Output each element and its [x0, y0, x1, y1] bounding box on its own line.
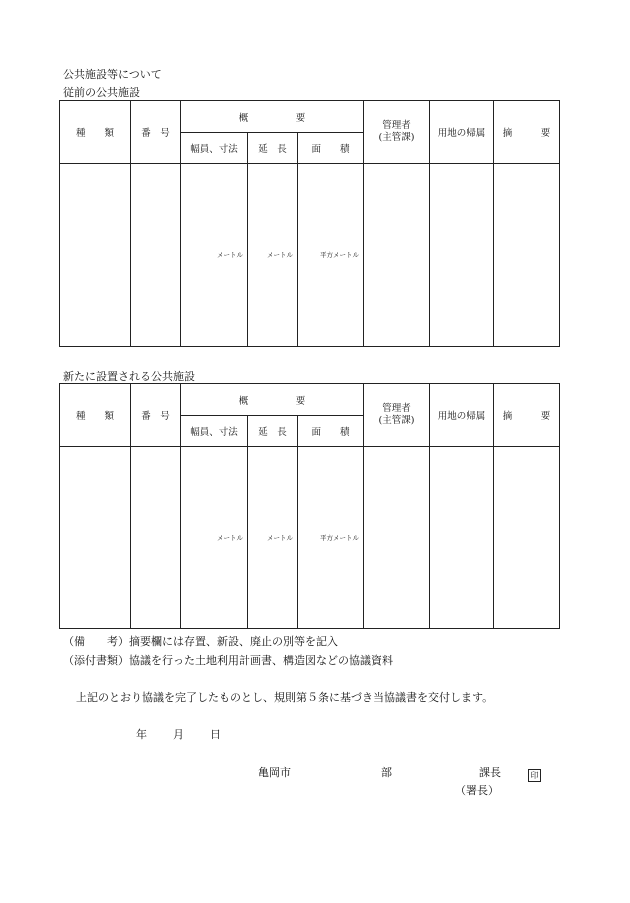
col-area-header: 面 積 [298, 416, 364, 447]
col-outline-header: 概 要 [181, 384, 364, 416]
attach-text: 協議を行った土地利用計画書、構造図などの協議資料 [129, 654, 393, 667]
number-cell [131, 447, 181, 629]
col-number-header: 番 号 [131, 101, 181, 164]
width-cell [181, 447, 248, 629]
col-remarks-header: 摘 要 [494, 384, 560, 447]
unit-width: メートル [217, 251, 243, 259]
col-number-header: 番 号 [131, 384, 181, 447]
number-cell [131, 164, 181, 347]
width-cell [181, 164, 248, 347]
department-label: 部 [381, 766, 392, 779]
date-year: 年 [136, 728, 147, 741]
col-width-header: 幅員、寸法 [181, 416, 248, 447]
attachment-note [63, 652, 393, 668]
type-cell [60, 447, 131, 629]
unit-area: 平方メートル [320, 251, 360, 259]
section-title: 公共施設等について [63, 68, 162, 81]
statement-text: 上記のとおり協議を完了したものとし、規則第５条に基づき当協議書を交付します。 [76, 691, 494, 704]
col-type-header: 種 類 [60, 101, 131, 164]
col-area-header: 面 積 [298, 133, 364, 164]
area-cell [298, 447, 364, 629]
col-outline-header: 概 要 [181, 101, 364, 133]
unit-length: メートル [267, 533, 293, 542]
col-length-header: 延 長 [248, 133, 298, 164]
unit-width: メートル [217, 533, 243, 542]
col-length-header: 延 長 [248, 416, 298, 447]
table1-caption: 従前の公共施設 [63, 86, 140, 99]
stamp-note: （署長） [455, 784, 499, 797]
remarks-cell [494, 164, 560, 347]
col-width-header: 幅員、寸法 [181, 133, 248, 164]
table2-caption: 新たに設置される公共施設 [63, 370, 195, 383]
section-chief-label: 課長 [479, 766, 501, 779]
manager-cell [364, 164, 430, 347]
col-manager-header: 管理者 (主管課) [364, 384, 430, 447]
area-cell [298, 164, 364, 347]
land-cell [430, 447, 494, 629]
remark-note [63, 633, 338, 649]
manager-cell [364, 447, 430, 629]
col-type-header: 種 類 [60, 384, 131, 447]
city-name: 亀岡市 [258, 766, 291, 779]
col-land-header: 用地の帰属 [430, 101, 494, 164]
length-cell [248, 164, 298, 347]
new-facilities-table [59, 383, 560, 629]
length-cell [248, 447, 298, 629]
unit-length: メートル [267, 251, 293, 259]
remark-label: （備 考） [63, 635, 129, 648]
existing-facilities-table [59, 100, 560, 347]
unit-area: 平方メートル [320, 533, 360, 542]
remarks-cell [494, 447, 560, 629]
col-land-header: 用地の帰属 [430, 384, 494, 447]
col-remarks-header: 摘 要 [494, 101, 560, 164]
attach-label: （添付書類） [63, 654, 129, 667]
type-cell [60, 164, 131, 347]
remark-text: 摘要欄には存置、新設、廃止の別等を記入 [129, 635, 338, 648]
seal-mark: 印 [528, 765, 541, 784]
land-cell [430, 164, 494, 347]
col-manager-header: 管理者 (主管課) [364, 101, 430, 164]
date-month: 月 [173, 728, 184, 741]
date-day: 日 [210, 728, 221, 741]
